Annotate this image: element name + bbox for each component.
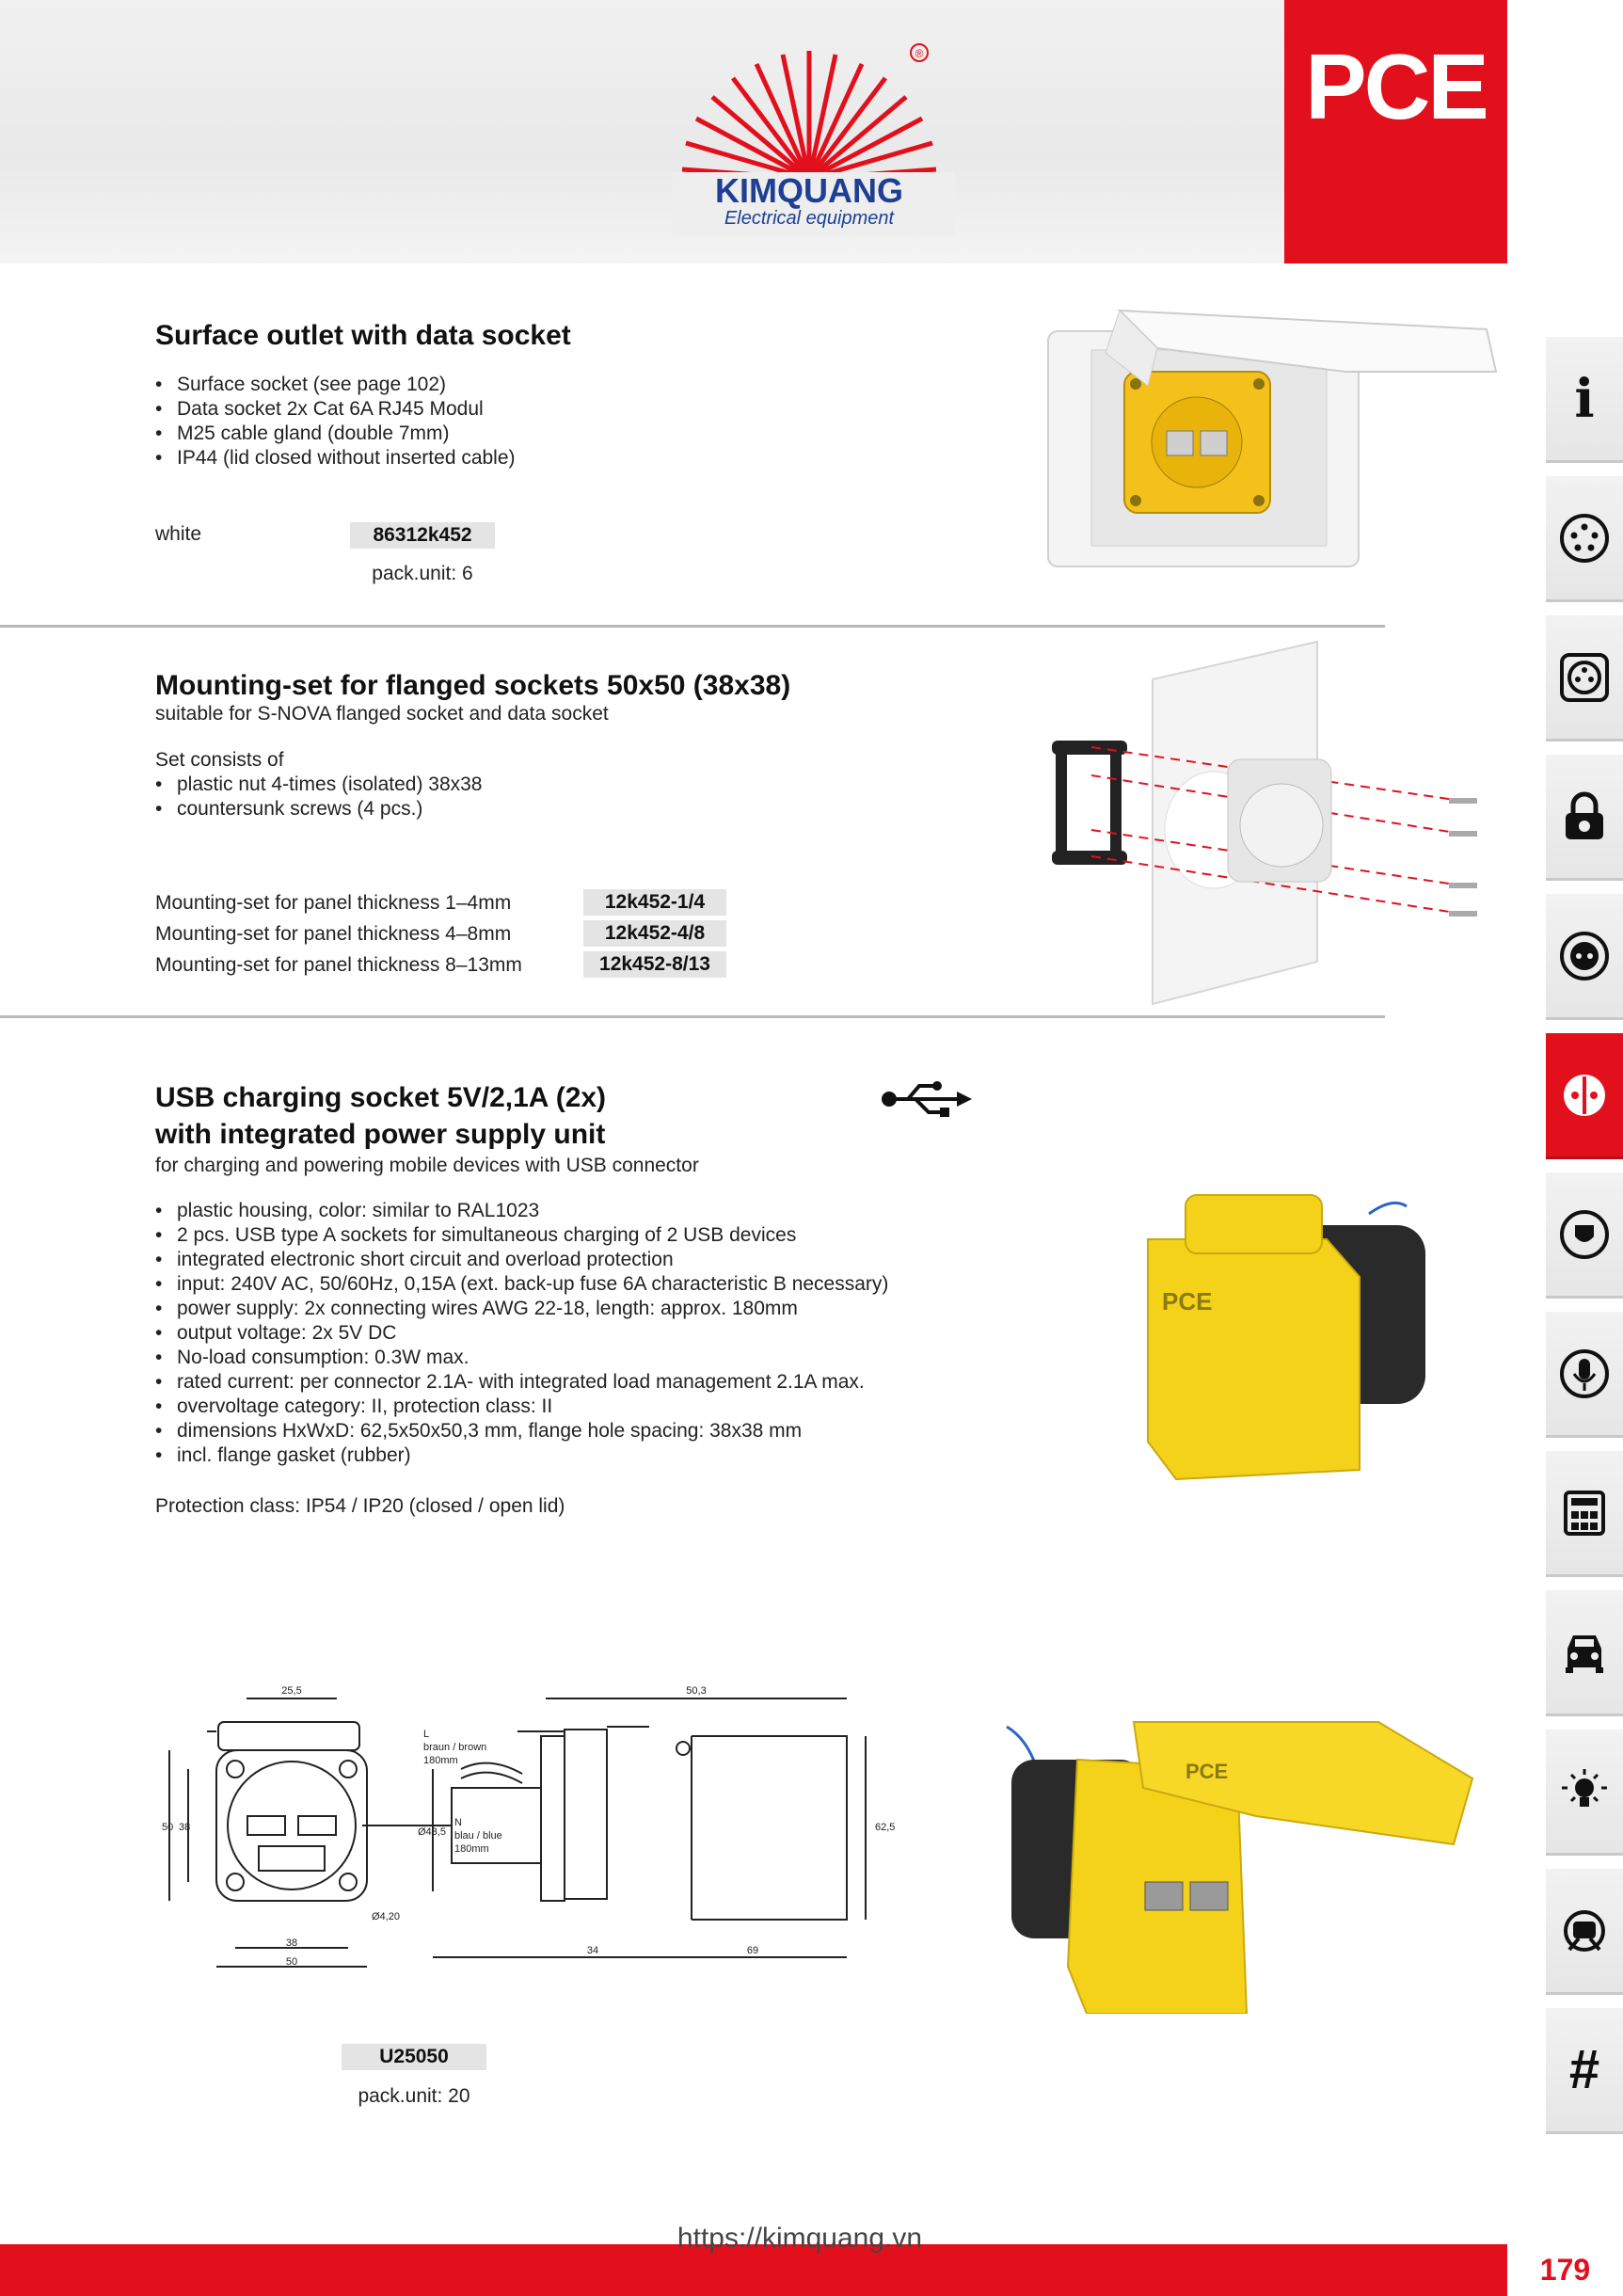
dim-62-5: 62,5 — [875, 1822, 896, 1833]
dim-50-bottom: 50 — [285, 1956, 298, 1968]
list-item: • input: 240V AC, 50/60Hz, 0,15A (ext. back-up fuse 6A characteristic B necessary) — [153, 1272, 888, 1297]
list-item: • dimensions HxWxD: 62,5x50x50,3 mm, flange hole spacing: 38x38 mm — [153, 1419, 888, 1443]
flanged-socket-icon — [1558, 1069, 1611, 1122]
section2-row-label: Mounting-set for panel thickness 1–4mm — [155, 892, 512, 914]
wire-l-length: 180mm — [423, 1755, 458, 1766]
list-item: • rated current: per connector 2.1A- with integrated load management 2.1A max. — [153, 1370, 888, 1395]
section2-row-code: 12k452-8/13 — [583, 951, 726, 978]
list-item: • IP44 (lid closed without inserted cable) — [153, 446, 516, 470]
tab-outdoor[interactable] — [1546, 1869, 1623, 1995]
tab-microphone[interactable] — [1546, 1312, 1623, 1438]
wire-n-label: N — [454, 1817, 462, 1828]
socket-5pin-icon — [1558, 512, 1611, 565]
tab-distribution-box[interactable] — [1546, 1451, 1623, 1577]
list-item: • plastic housing, color: similar to RAL1023 — [153, 1199, 888, 1223]
tab-info[interactable] — [1546, 337, 1623, 463]
info-icon: i — [1574, 367, 1595, 430]
section1-order-code: 86312k452 — [350, 522, 495, 549]
technical-drawing — [151, 1675, 903, 1976]
section2-row-code: 12k452-4/8 — [583, 920, 726, 947]
tab-panel-socket[interactable] — [1546, 615, 1623, 741]
mounting-set-image — [1035, 632, 1505, 1009]
vehicle-icon — [1558, 1626, 1611, 1679]
dim-hole-diameter: Ø4,20 — [372, 1911, 400, 1922]
section1-title: Surface outlet with data socket — [155, 320, 571, 351]
logo-tagline: Electrical equipment — [724, 208, 895, 229]
list-item: • plastic nut 4-times (isolated) 38x38 — [153, 773, 483, 797]
usb-socket-print: PCE — [1162, 1287, 1213, 1315]
page-number: 179 — [1539, 2253, 1591, 2287]
round-socket-icon — [1558, 930, 1611, 982]
kimquang-logo — [663, 38, 964, 235]
wire-n-length: 180mm — [454, 1843, 489, 1855]
usb-icon — [880, 1080, 974, 1118]
hash-icon: # — [1568, 2039, 1600, 2100]
list-item: • Surface socket (see page 102) — [153, 373, 516, 397]
usb-socket-open-image — [1002, 1703, 1482, 2014]
usb-socket-lid-print: PCE — [1185, 1760, 1229, 1783]
dim-50-3: 50,3 — [686, 1685, 707, 1697]
outdoor-icon — [1558, 1905, 1611, 1957]
distribution-box-icon — [1558, 1487, 1611, 1539]
surface-outlet-image — [1035, 282, 1505, 593]
logo-registered-mark: ® — [915, 47, 924, 60]
section1-pack-unit: pack.unit: 6 — [372, 563, 473, 584]
lock-socket-icon — [1558, 790, 1611, 843]
list-item: • No-load consumption: 0.3W max. — [153, 1346, 888, 1370]
list-item: • M25 cable gland (double 7mm) — [153, 422, 516, 446]
pce-brand-text: PCE — [1305, 35, 1487, 138]
usb-socket-closed-image — [1134, 1188, 1444, 1489]
tab-light[interactable] — [1546, 1730, 1623, 1856]
tab-round-socket[interactable] — [1546, 894, 1623, 1020]
dim-38-left: 38 — [179, 1822, 191, 1833]
list-item: • Data socket 2x Cat 6A RJ45 Modul — [153, 397, 516, 422]
tab-plug-shield[interactable] — [1546, 1172, 1623, 1299]
section2-title: Mounting-set for flanged sockets 50x50 (38x38) — [155, 670, 791, 701]
section3-subtitle: for charging and powering mobile devices with USB connector — [155, 1155, 699, 1176]
section3-bullets — [153, 1199, 888, 1468]
list-item: • output voltage: 2x 5V DC — [153, 1321, 888, 1346]
list-item: • countersunk screws (4 pcs.) — [153, 797, 483, 821]
light-icon — [1558, 1765, 1611, 1818]
section-divider — [0, 625, 1385, 628]
section3-pack-unit: pack.unit: 20 — [358, 2085, 470, 2107]
section1-variant-label: white — [155, 523, 202, 545]
section2-row-label: Mounting-set for panel thickness 8–13mm — [155, 954, 522, 976]
dim-25-5: 25,5 — [281, 1685, 302, 1697]
section3-protection-class: Protection class: IP54 / IP20 (closed / open lid) — [155, 1495, 565, 1517]
microphone-icon — [1558, 1347, 1611, 1400]
tab-lock-socket[interactable] — [1546, 755, 1623, 881]
list-item: • integrated electronic short circuit and overload protection — [153, 1248, 888, 1272]
plug-shield-icon — [1558, 1208, 1611, 1261]
section3-title-line2: with integrated power supply unit — [155, 1119, 606, 1150]
list-item: • power supply: 2x connecting wires AWG 22-18, length: approx. 180mm — [153, 1297, 888, 1321]
dim-69: 69 — [746, 1945, 759, 1956]
tab-cee-socket[interactable] — [1546, 476, 1623, 602]
section3-order-code: U25050 — [342, 2044, 486, 2070]
tab-index[interactable] — [1546, 2008, 1623, 2134]
wire-l-label: L — [423, 1729, 430, 1740]
dim-34: 34 — [586, 1945, 599, 1956]
section3-title-line1: USB charging socket 5V/2,1A (2x) — [155, 1082, 607, 1113]
dim-50-left: 50 — [162, 1822, 174, 1833]
section2-row-label: Mounting-set for panel thickness 4–8mm — [155, 923, 512, 945]
tab-flanged-socket[interactable] — [1546, 1033, 1623, 1159]
list-item: • incl. flange gasket (rubber) — [153, 1443, 888, 1468]
logo-name: KIMQUANG — [715, 171, 903, 210]
list-item: • 2 pcs. USB type A sockets for simultaneous charging of 2 USB devices — [153, 1223, 888, 1248]
wire-n-color: blau / blue — [454, 1830, 502, 1842]
list-item: • overvoltage category: II, protection class: II — [153, 1395, 888, 1419]
dim-38-bottom: 38 — [285, 1937, 298, 1949]
section2-bullets — [153, 773, 483, 821]
section2-set-label: Set consists of — [155, 749, 284, 771]
socket-panel-icon — [1558, 651, 1611, 704]
section2-subtitle: suitable for S-NOVA flanged socket and data socket — [155, 703, 609, 725]
tab-vehicle[interactable] — [1546, 1590, 1623, 1716]
section1-bullets — [153, 373, 516, 470]
dim-43-5: Ø43,5 — [418, 1826, 446, 1838]
section-divider — [0, 1015, 1385, 1018]
wire-l-color: braun / brown — [423, 1742, 487, 1753]
footer-url[interactable]: https://kimquang.vn — [676, 2223, 923, 2254]
section2-row-code: 12k452-1/4 — [583, 889, 726, 916]
